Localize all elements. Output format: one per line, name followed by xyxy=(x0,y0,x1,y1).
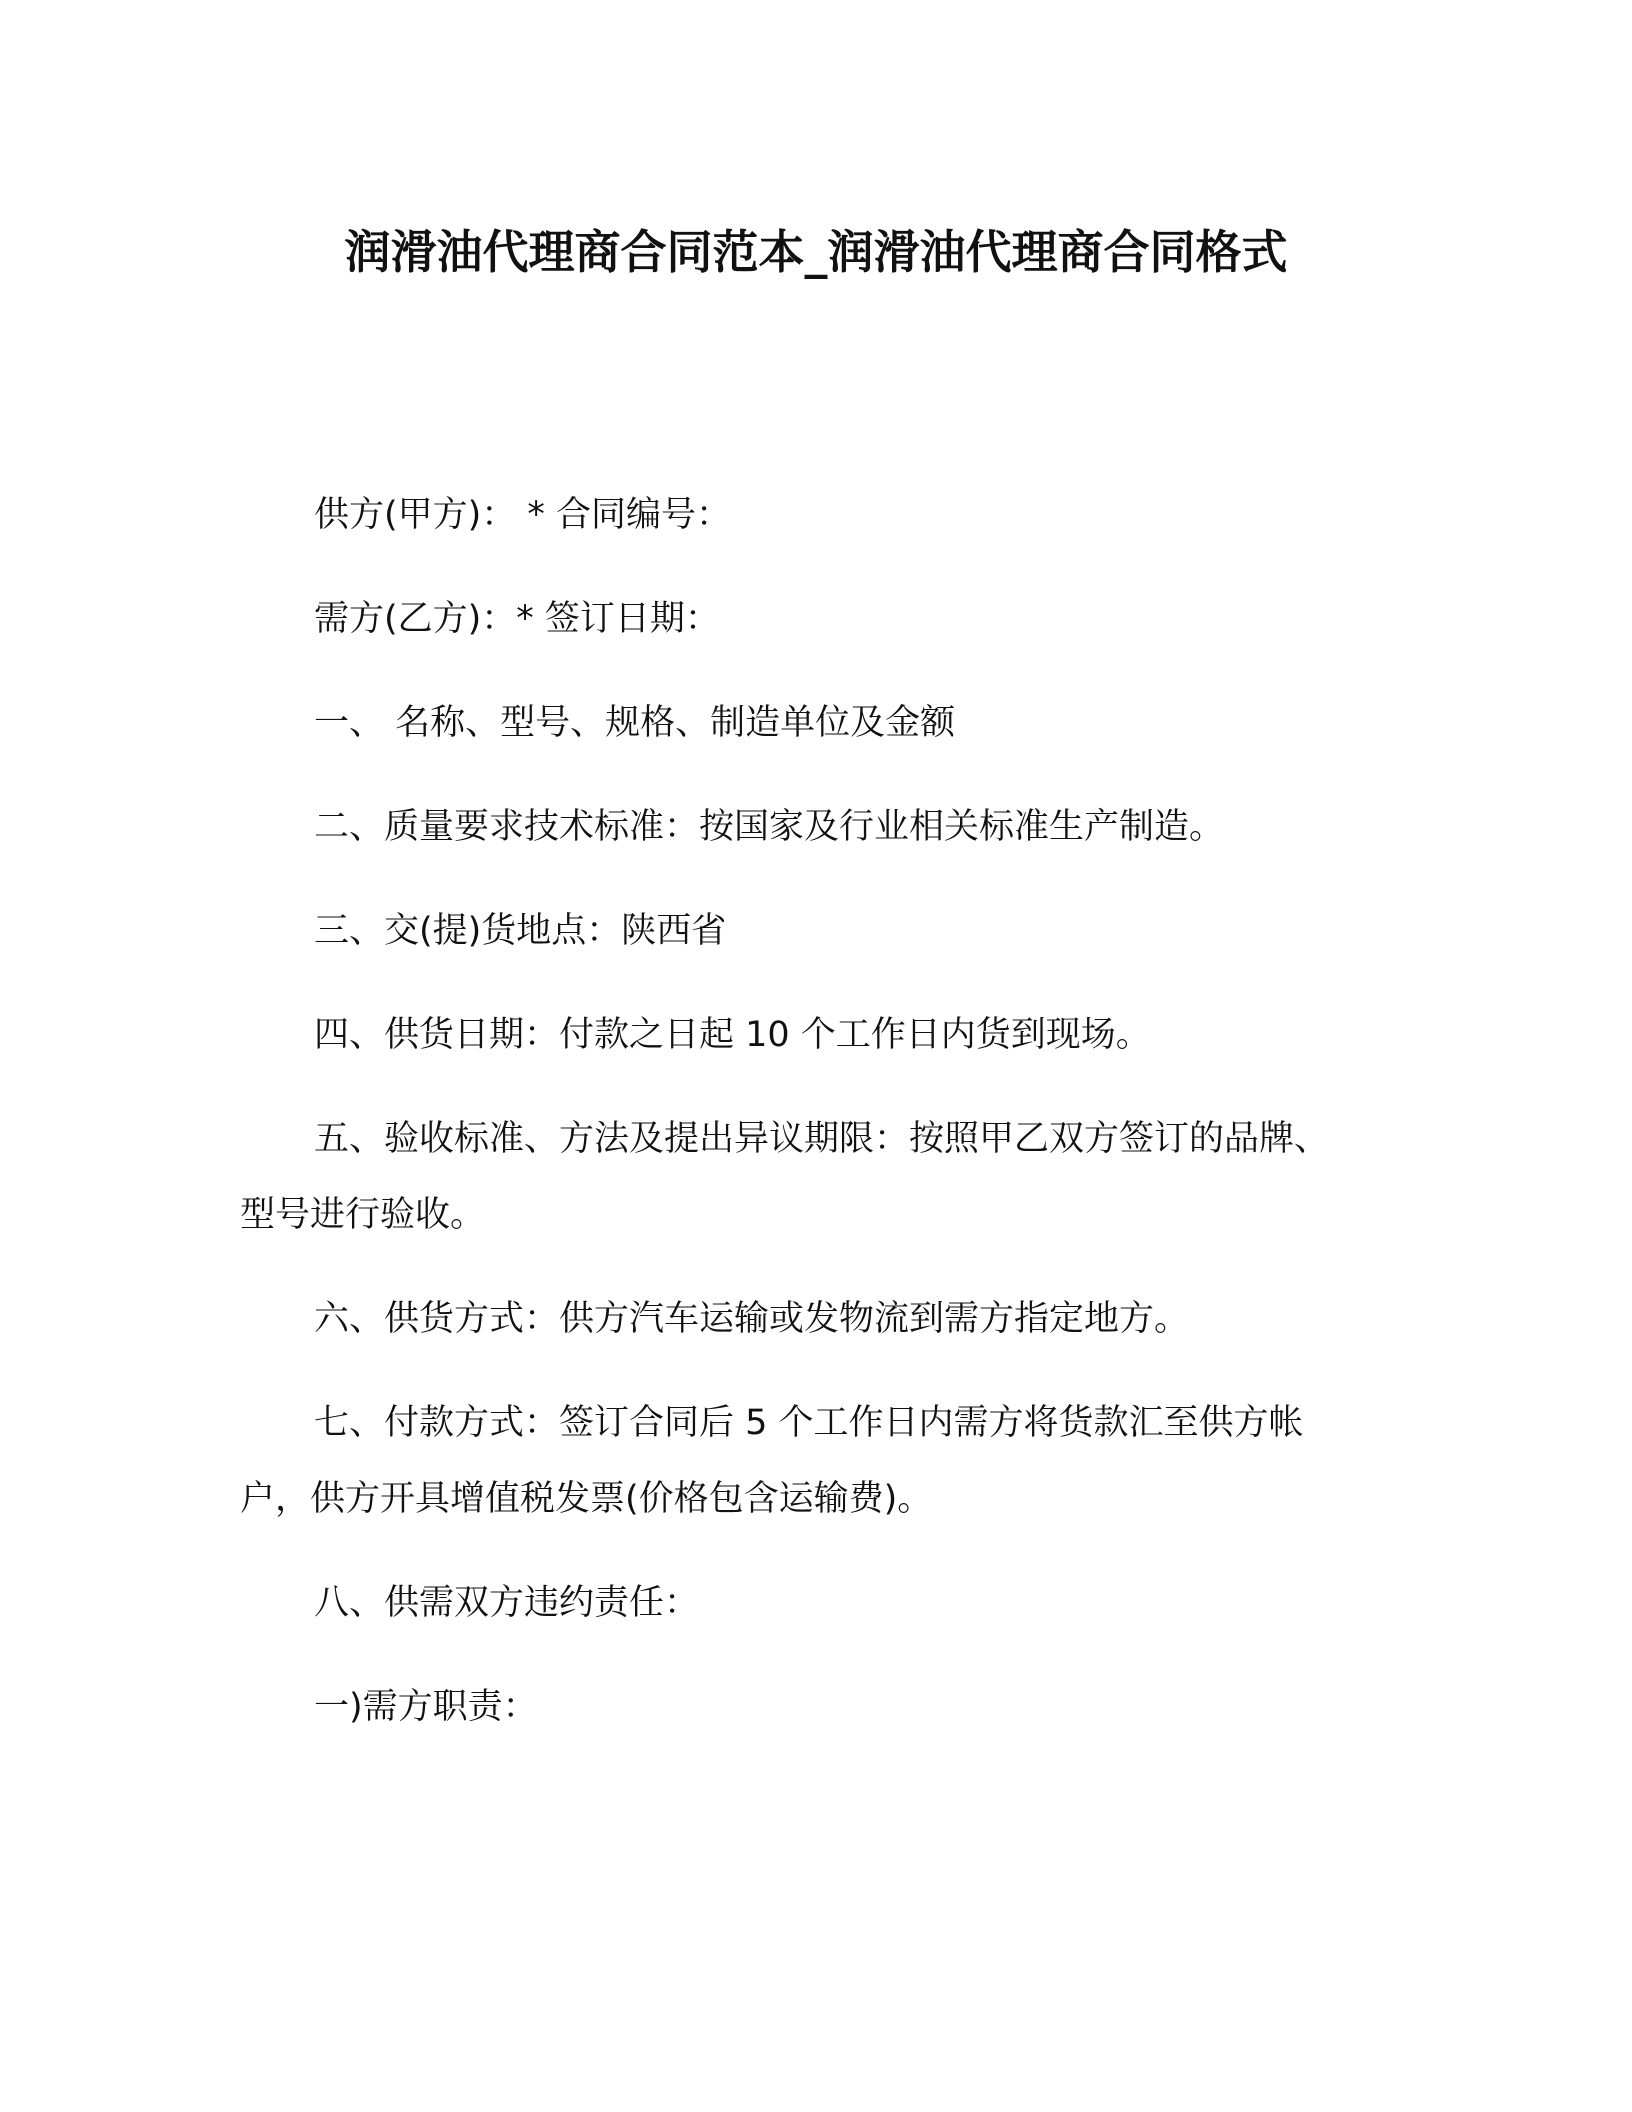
paragraph-item-5: 五、验收标准、方法及提出异议期限：按照甲乙双方签订的品牌、 xyxy=(314,1119,1330,1159)
paragraph-item-1: 一、 名称、型号、规格、制造单位及金额 xyxy=(314,703,956,743)
paragraph-item-7-continued: 户，供方开具增值税发票(价格包含运输费)。 xyxy=(240,1479,933,1519)
paragraph-item-4: 四、供货日期：付款之日起 10 个工作日内货到现场。 xyxy=(314,1015,1151,1055)
paragraph-item-2: 二、质量要求技术标准：按国家及行业相关标准生产制造。 xyxy=(314,807,1225,847)
paragraph-item-3: 三、交(提)货地点：陕西省 xyxy=(314,911,727,951)
paragraph-item-8: 八、供需双方违约责任： xyxy=(314,1583,700,1623)
paragraph-buyer-duties: 一)需方职责： xyxy=(314,1687,538,1727)
paragraph-item-6: 六、供货方式：供方汽车运输或发物流到需方指定地方。 xyxy=(314,1299,1190,1339)
paragraph-buyer: 需方(乙方)：* 签订日期： xyxy=(314,599,720,639)
document-title: 润滑油代理商合同范本_润滑油代理商合同格式 xyxy=(344,225,1288,279)
paragraph-item-5-continued: 型号进行验收。 xyxy=(240,1195,486,1235)
paragraph-supplier: 供方(甲方)： * 合同编号： xyxy=(314,495,732,535)
paragraph-item-7: 七、付款方式：签订合同后 5 个工作日内需方将货款汇至供方帐 xyxy=(314,1403,1304,1443)
